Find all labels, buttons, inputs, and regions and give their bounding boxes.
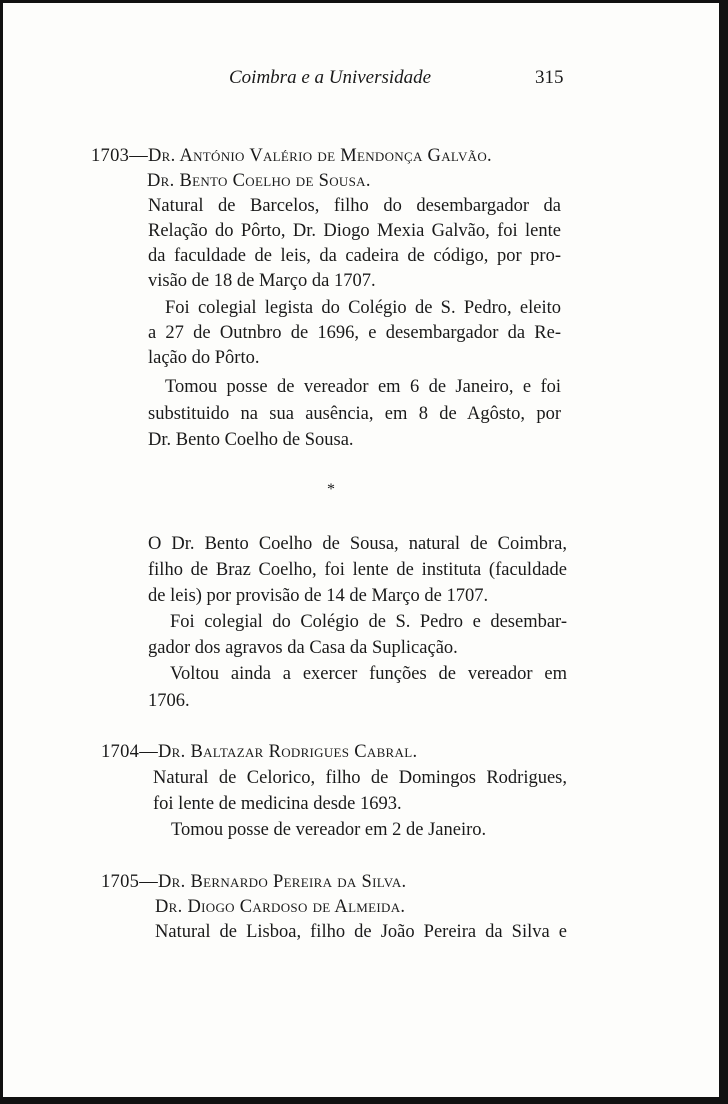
text-line: substituido na sua ausência, em 8 de Agôsto, por: [148, 404, 561, 424]
entry-heading-1703: 1703—Dr. António Valério de Mendonça Galvão.: [91, 146, 492, 166]
book-page: [3, 3, 719, 1097]
text-line: Natural de Barcelos, filho do desembargador da: [148, 196, 561, 216]
text-line: a 27 de Outnbro de 1696, e desembargador da Re-: [148, 323, 561, 343]
text-line: visão de 18 de Março da 1707.: [148, 271, 376, 291]
entry-second-name-1703: Dr. Bento Coelho de Sousa.: [147, 171, 371, 191]
text-line: Relação do Pôrto, Dr. Diogo Mexia Galvão, foi lente: [148, 221, 561, 241]
text-line: Tomou posse de vereador em 6 de Janeiro, e foi: [165, 377, 561, 397]
text-line: foi lente de medicina desde 1693.: [153, 794, 402, 814]
text-line: Natural de Lisboa, filho de João Pereira da Silva e: [155, 922, 567, 942]
text-line: Natural de Celorico, filho de Domingos Rodrigues,: [153, 768, 567, 788]
text-line: de leis) por provisão de 14 de Março de 1707.: [148, 586, 489, 606]
entry-heading-1704: 1704—Dr. Baltazar Rodrigues Cabral.: [101, 742, 418, 762]
text-line: Foi colegial legista do Colégio de S. Pedro, eleito: [165, 298, 561, 318]
text-line: lação do Pôrto.: [148, 348, 260, 368]
entry-second-name-1705: Dr. Diogo Cardoso de Almeida.: [155, 897, 406, 917]
text-line: O Dr. Bento Coelho de Sousa, natural de Coimbra,: [148, 534, 567, 554]
running-header-title: Coimbra e a Universidade: [229, 67, 432, 88]
text-line: Voltou ainda a exercer funções de vereador em: [170, 664, 567, 684]
entry-heading-1705: 1705—Dr. Bernardo Pereira da Silva.: [101, 872, 407, 892]
text-line: Dr. Bento Coelho de Sousa.: [148, 430, 354, 450]
page-number: 315: [535, 67, 564, 88]
text-line: da faculdade de leis, da cadeira de código, por pro-: [148, 246, 561, 266]
text-line: Foi colegial do Colégio de S. Pedro e desembar-: [170, 612, 567, 632]
text-line: Tomou posse de vereador em 2 de Janeiro.: [171, 820, 487, 840]
text-line: 1706.: [148, 691, 190, 711]
text-line: gador dos agravos da Casa da Suplicação.: [148, 638, 458, 658]
section-separator: *: [327, 481, 335, 498]
text-line: filho de Braz Coelho, foi lente de instituta (faculdade: [148, 560, 567, 580]
